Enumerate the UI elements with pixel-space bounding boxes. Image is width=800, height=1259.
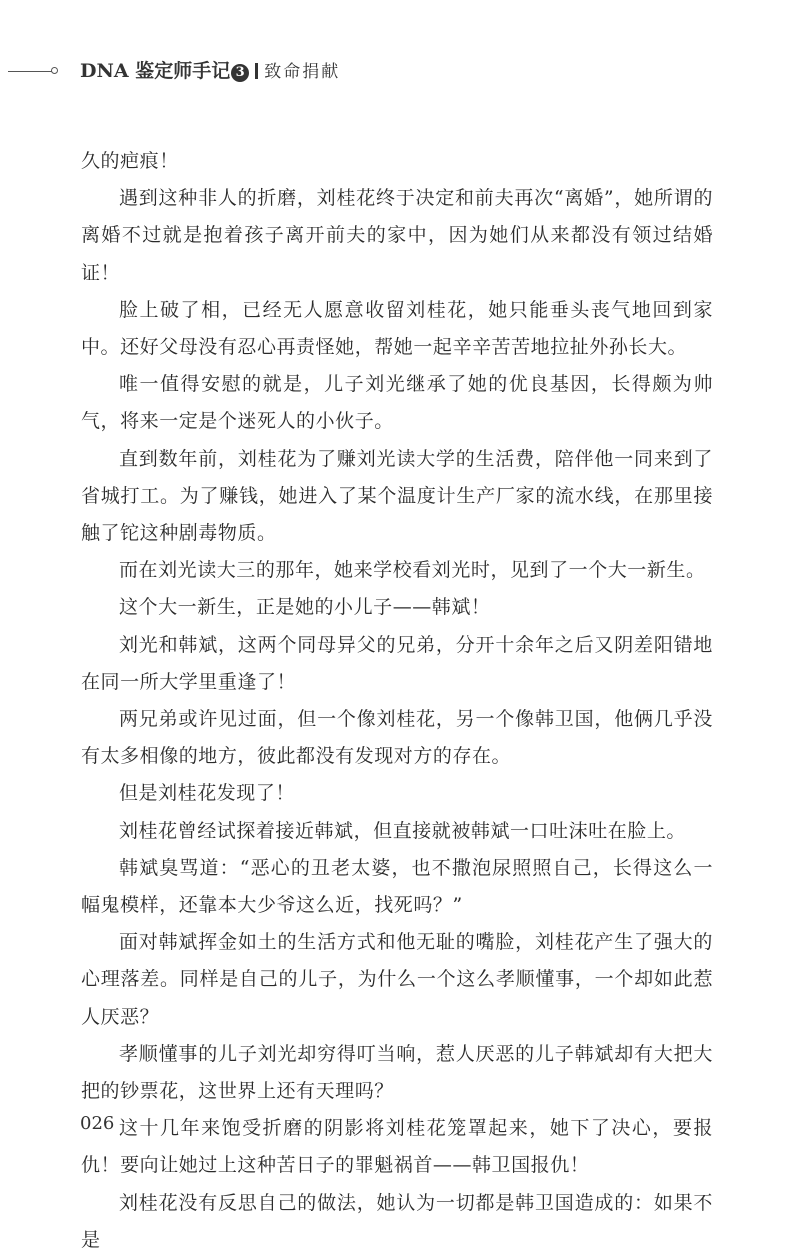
paragraph: 但是刘桂花发现了！: [119, 782, 295, 805]
paragraph: 韩斌臭骂道：“恶心的丑老太婆，也不撒泡尿照照自己，长得这么一幅鬼模样，还靠本大少爷这么近，找死吗？”: [81, 856, 713, 917]
header-circle-ornament: [51, 67, 58, 74]
page-number: 026: [80, 1113, 115, 1134]
header-rule-line: [8, 71, 52, 72]
paragraph: 孝顺懂事的儿子刘光却穷得叮当响，惹人厌恶的儿子韩斌却有大把大把的钞票花，这世界上还有天理吗？: [81, 1042, 713, 1103]
paragraph-continued: 久的疤痕！: [81, 150, 179, 172]
paragraph: 遇到这种非人的折磨，刘桂花终于决定和前夫再次“离婚”，她所谓的离婚不过就是抱着孩子离开前夫的家中，因为她们从来都没有领过结婚证！: [81, 187, 713, 284]
paragraph: 两兄弟或许见过面，但一个像刘桂花，另一个像韩卫国，他俩几乎没有太多相像的地方，彼此都没有发现对方的存在。: [81, 708, 713, 768]
header-separator-bar: [255, 63, 258, 79]
paragraph: 刘桂花没有反思自己的做法，她认为一切都是韩卫国造成的：如果不是: [81, 1191, 713, 1251]
book-title-text: DNA 鉴定师手记: [80, 60, 231, 82]
paragraph: 这十几年来饱受折磨的阴影将刘桂花笼罩起来，她下了决心，要报仇！要向让她过上这种苦日子的罪魁祸首——韩卫国报仇！: [81, 1117, 713, 1177]
book-subtitle: 致命捐献: [264, 62, 341, 82]
paragraph: 直到数年前，刘桂花为了赚刘光读大学的生活费，陪伴他一同来到了省城打工。为了赚钱，她进入了某个温度计生产厂家的流水线，在那里接触了铊这种剧毒物质。: [81, 447, 713, 545]
paragraph: 刘光和韩斌，这两个同母异父的兄弟，分开十余年之后又阴差阳错地在同一所大学里重逢了！: [81, 633, 713, 693]
book-title: [80, 58, 340, 85]
paragraph: 唯一值得安慰的就是，儿子刘光继承了她的优良基因，长得颇为帅气，将来一定是个迷死人的小伙子。: [81, 373, 713, 433]
paragraph: 面对韩斌挥金如土的生活方式和他无耻的嘴脸，刘桂花产生了强大的心理落差。同样是自己的儿子，为什么一个这么孝顺懂事，一个却如此惹人厌恶？: [81, 931, 713, 1028]
paragraph: 刘桂花曾经试探着接近韩斌，但直接就被韩斌一口吐沫吐在脸上。: [119, 819, 686, 842]
paragraph: 脸上破了相，已经无人愿意收留刘桂花，她只能垂头丧气地回到家中。还好父母没有忍心再责怪她，帮她一起辛辛苦苦地拉扯外孙长大。: [81, 298, 713, 359]
paragraph: 这个大一新生，正是她的小儿子——韩斌！: [119, 596, 491, 619]
volume-number-badge: 3: [231, 64, 249, 82]
running-header: [0, 58, 800, 84]
body-text: [81, 143, 713, 1259]
paragraph: 而在刘光读大三的那年，她来学校看刘光时，见到了一个大一新生。: [119, 559, 706, 582]
